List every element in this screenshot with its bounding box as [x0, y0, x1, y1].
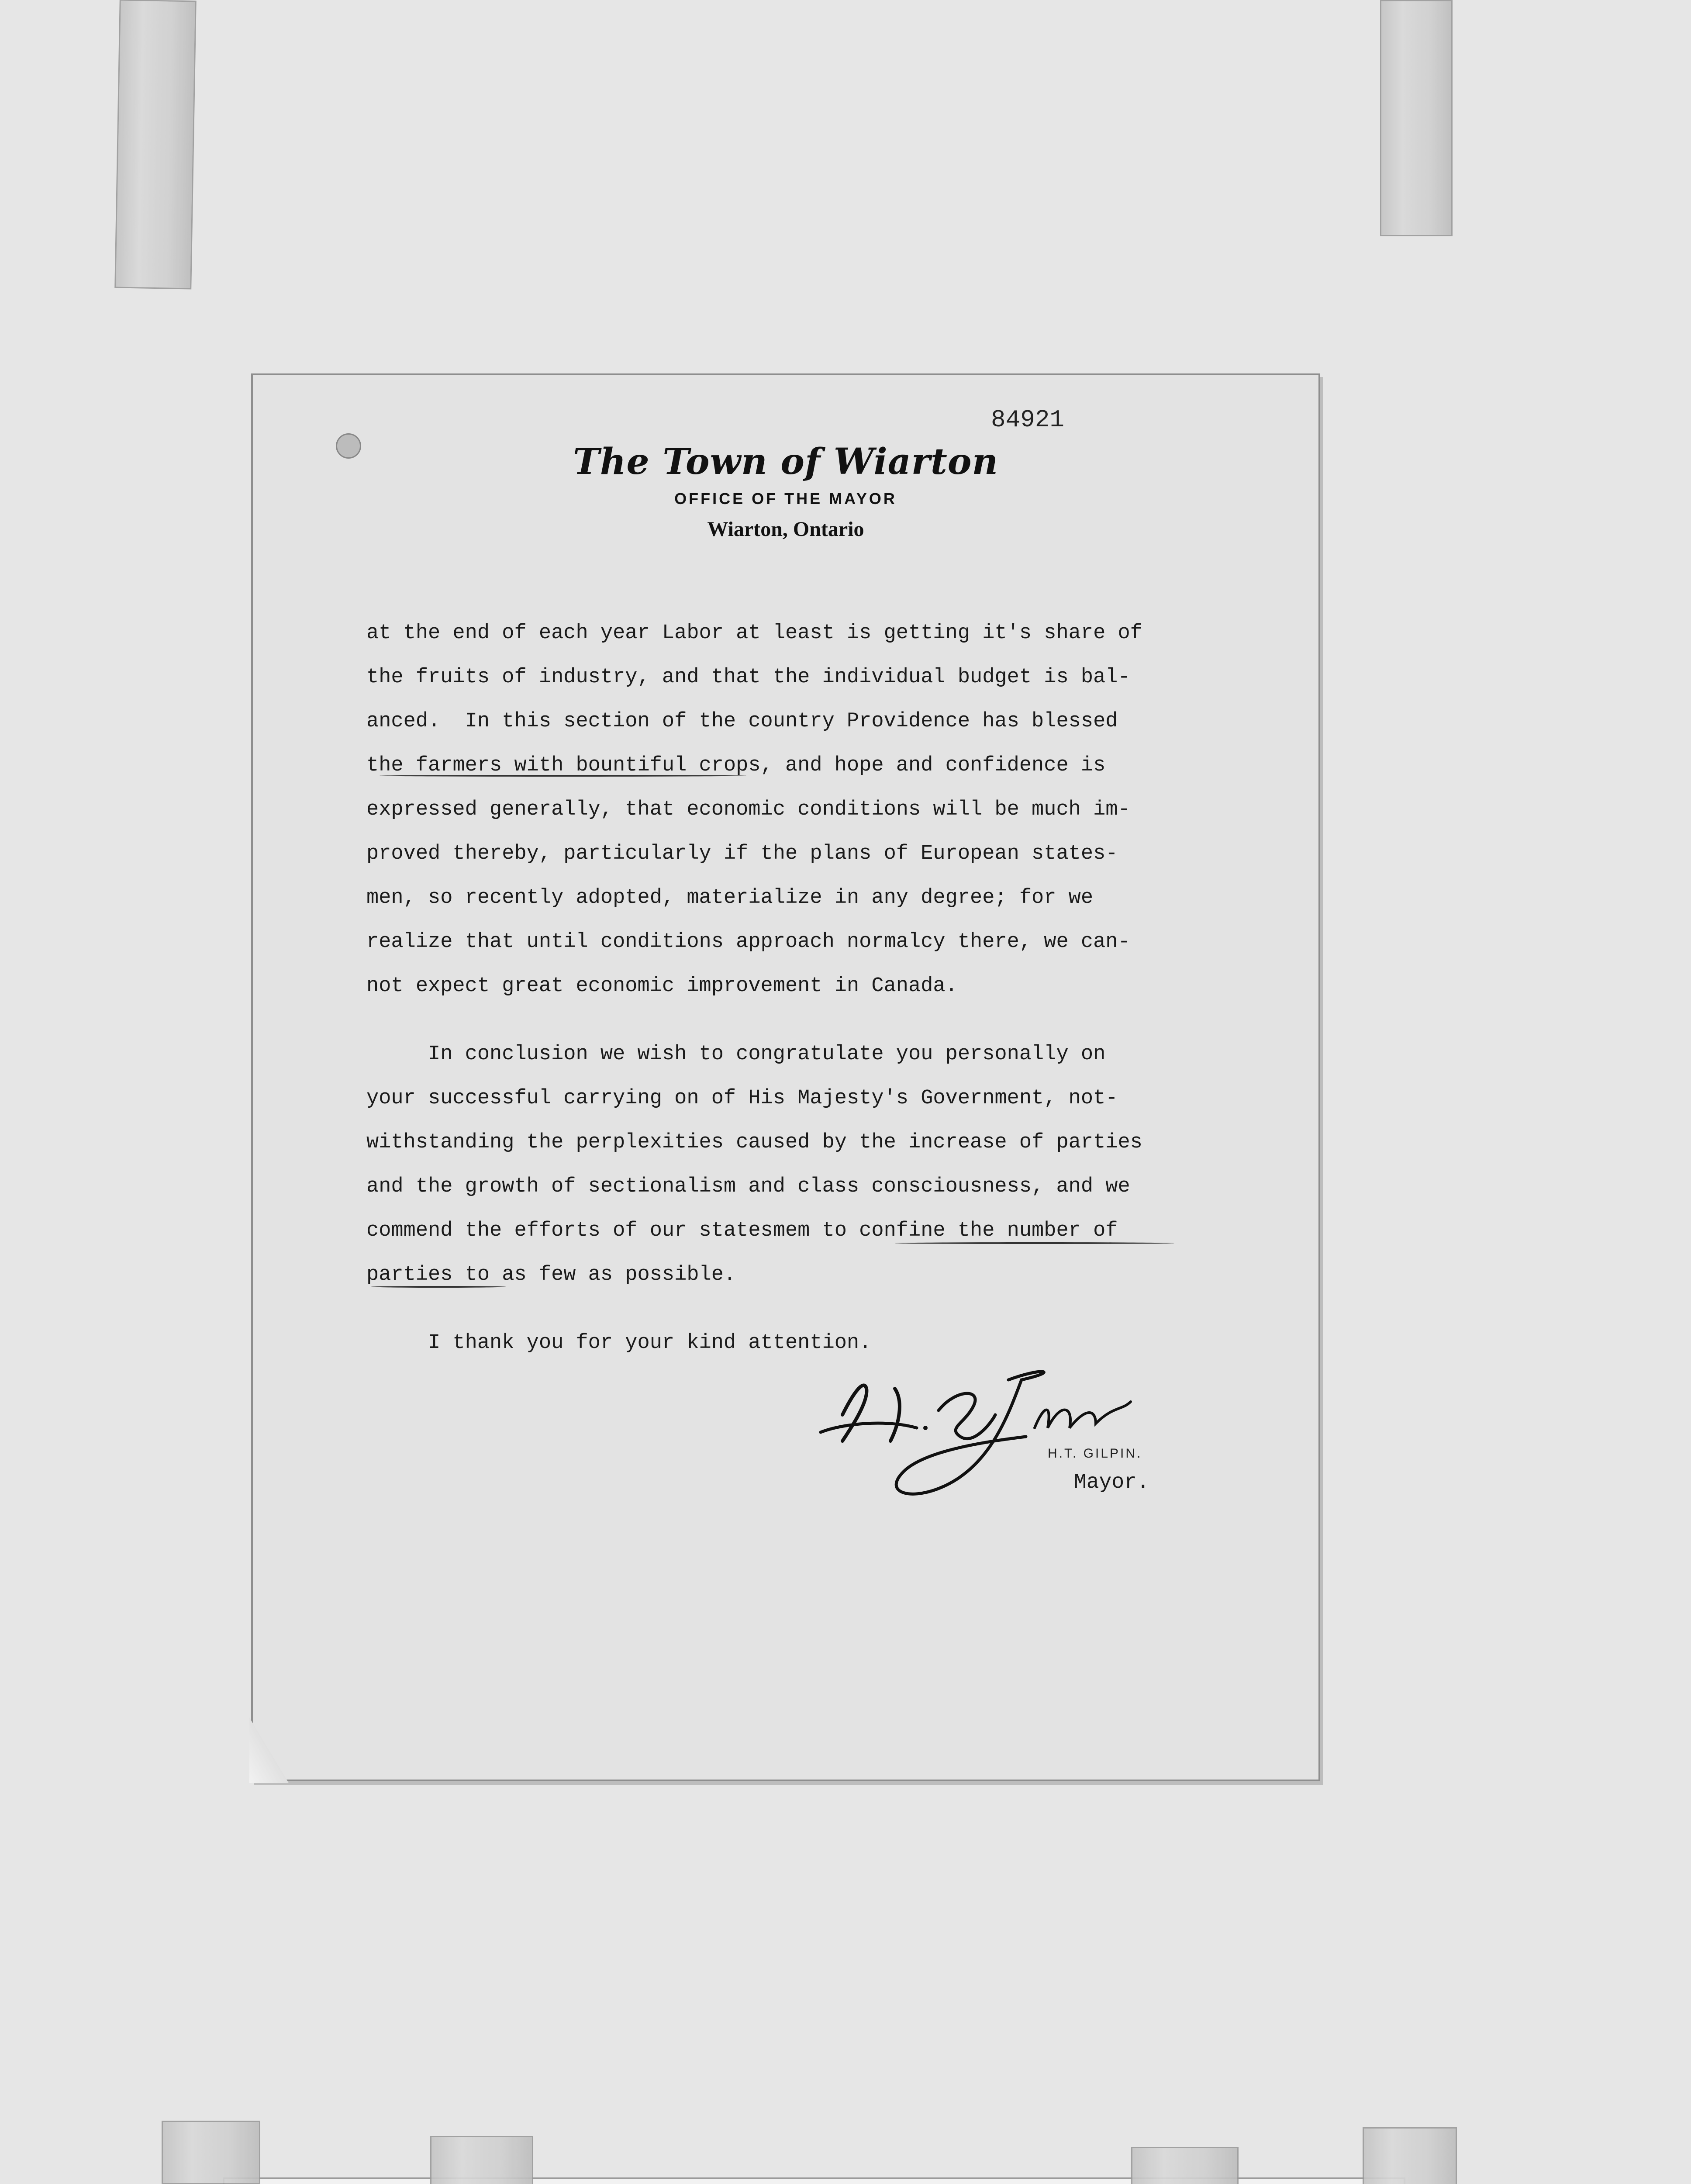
document-number: 84921 — [991, 406, 1065, 434]
folded-page-corner — [249, 1717, 289, 1783]
signature-block — [816, 1362, 1209, 1507]
letter-body — [366, 611, 1266, 1389]
pencil-underline — [895, 1242, 1174, 1244]
text-line: parties to as few as possible. — [366, 1263, 736, 1286]
text-line: commend the efforts of our statesmem to confine the number of — [366, 1219, 1118, 1242]
signature-printed-name: H.T. GILPIN. — [1048, 1446, 1142, 1461]
paragraph — [366, 611, 1266, 1008]
adhesive-tape — [430, 2136, 533, 2184]
signature-title: Mayor. — [1074, 1471, 1149, 1494]
adhesive-tape — [1380, 0, 1453, 236]
pencil-underline — [371, 1286, 506, 1288]
text-line: realize that until conditions approach normalcy there, we can- — [366, 930, 1130, 954]
pencil-underline — [380, 775, 746, 777]
adhesive-tape — [1131, 2147, 1239, 2184]
text-line: expressed generally, that economic conditions will be much im- — [366, 798, 1130, 821]
text-line: the fruits of industry, and that the individual budget is bal- — [366, 666, 1130, 689]
paragraph — [366, 1032, 1266, 1297]
text-line: withstanding the perplexities caused by the increase of parties — [366, 1131, 1142, 1154]
text-line: your successful carrying on of His Majesty's Government, not- — [366, 1087, 1118, 1110]
adhesive-tape — [162, 2121, 260, 2184]
adhesive-tape — [1363, 2127, 1457, 2184]
letterhead-location: Wiarton, Ontario — [707, 518, 864, 541]
letter-page — [251, 373, 1320, 1781]
text-line: and the growth of sectionalism and class consciousness, and we — [366, 1175, 1130, 1198]
text-line: anced. In this section of the country Providence has blessed — [366, 710, 1118, 733]
text-line: at the end of each year Labor at least is getting it's share of — [366, 622, 1142, 645]
paragraph — [366, 1321, 1266, 1365]
adhesive-tape — [114, 0, 197, 289]
text-line: In conclusion we wish to congratulate you personally on — [366, 1043, 1106, 1066]
text-line: men, so recently adopted, materialize in any degree; for we — [366, 886, 1094, 909]
text-line: proved thereby, particularly if the plans of European states- — [366, 842, 1118, 865]
text-line: the farmers with bountiful crops, and hope and confidence is — [366, 754, 1106, 777]
letterhead-title: The Town of Wiarton — [573, 441, 999, 483]
letterhead-office: OFFICE OF THE MAYOR — [674, 490, 897, 508]
text-line: I thank you for your kind attention. — [366, 1331, 872, 1355]
text-line: not expect great economic improvement in Canada. — [366, 975, 958, 998]
